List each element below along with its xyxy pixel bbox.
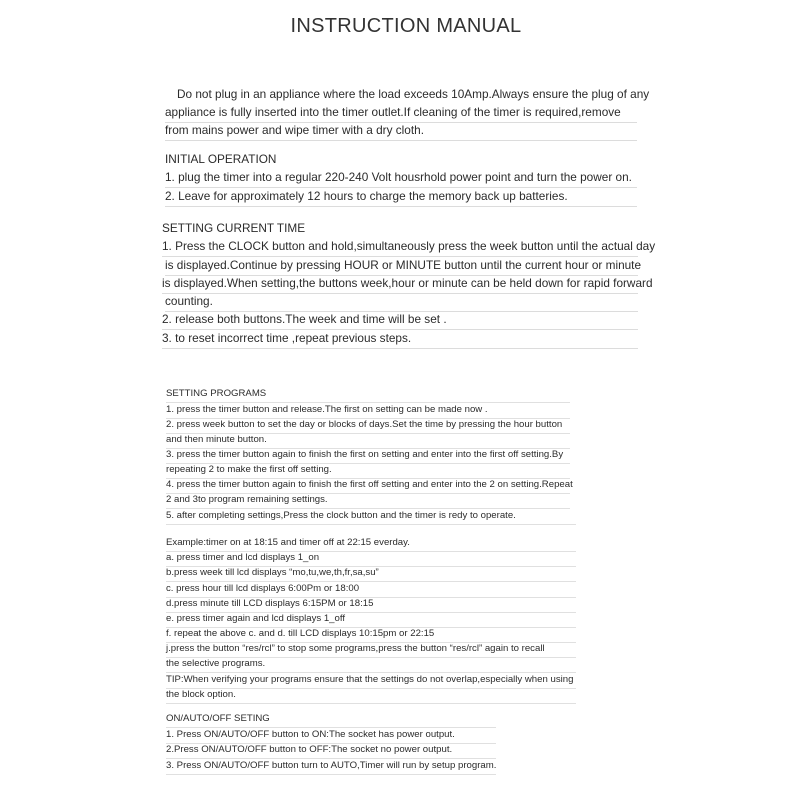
- current-line-2: is displayed.Continue by pressing HOUR or MINUTE button until the current hour or minute: [165, 258, 638, 276]
- onauto-line-3: 3. Press ON/AUTO/OFF button turn to AUTO,Timer will run by setup program.: [166, 760, 496, 775]
- example-line-7: f. repeat the above c. and d. till LCD displays 10:15pm or 22:15: [166, 628, 576, 643]
- example-line-8: j.press the button “res/rcl” to stop some programs,press the button “res/rcl” again to recall: [166, 643, 576, 658]
- programs-line-6: 4. press the timer button again to finish the first off setting and enter into the 2 on setting.Repeat: [166, 479, 570, 494]
- programs-line-7: 2 and 3to program remaining settings.: [166, 494, 570, 509]
- intro-line-1: Do not plug in an appliance where the load exceeds 10Amp.Always ensure the plug of any: [177, 87, 650, 101]
- current-line-6: 3. to reset incorrect time ,repeat previous steps.: [162, 331, 638, 349]
- onauto-line-1: 1. Press ON/AUTO/OFF button to ON:The socket has power output.: [166, 729, 496, 744]
- programs-line-5: repeating 2 to make the first off setting.: [166, 464, 570, 479]
- onauto-heading: ON/AUTO/OFF SETING: [166, 713, 496, 728]
- intro-line-3: from mains power and wipe timer with a dry cloth.: [165, 123, 637, 141]
- current-line-4: counting.: [165, 294, 638, 312]
- example-line-4: c. press hour till lcd displays 6:00Pm or 18:00: [166, 583, 576, 598]
- onauto-line-2: 2.Press ON/AUTO/OFF button to OFF:The socket no power output.: [166, 744, 496, 759]
- example-line-3: b.press week till lcd displays “mo,tu,we,th,fr,sa,su”: [166, 567, 576, 582]
- current-line-3: is displayed.When setting,the buttons week,hour or minute can be held down for rapid forward: [162, 276, 638, 294]
- initial-line-1: 1. plug the timer into a regular 220-240 Volt housrhold power point and turn the power on.: [165, 170, 637, 188]
- initial-operation-heading: INITIAL OPERATION: [165, 152, 277, 166]
- intro-line-2: appliance is fully inserted into the timer outlet.If cleaning of the timer is required,remove: [165, 105, 637, 123]
- example-line-5: d.press minute till LCD displays 6:15PM or 18:15: [166, 598, 576, 613]
- page-title: INSTRUCTION MANUAL: [290, 15, 522, 37]
- example-line-2: a. press timer and lcd displays 1_on: [166, 552, 576, 567]
- example-tip-line-1: TIP:When verifying your programs ensure that the settings do not overlap,especially when using: [166, 674, 576, 689]
- programs-line-2: 2. press week button to set the day or blocks of days.Set the time by pressing the hour button: [166, 419, 570, 434]
- programs-line-1: 1. press the timer button and release.The first on setting can be made now .: [166, 404, 570, 419]
- example-tip-line-2: the block option.: [166, 689, 576, 704]
- initial-line-2: 2. Leave for approximately 12 hours to charge the memory back up batteries.: [165, 189, 637, 207]
- current-line-5: 2. release both buttons.The week and time will be set .: [162, 312, 638, 330]
- programs-line-4: 3. press the timer button again to finish the first on setting and enter into the first off setting.By: [166, 449, 570, 464]
- example-line-6: e. press timer again and lcd displays 1_off: [166, 613, 576, 628]
- current-line-1: 1. Press the CLOCK button and hold,simultaneously press the week button until the actual day: [162, 239, 638, 257]
- programs-heading: SETTING PROGRAMS: [166, 388, 570, 403]
- programs-line-8: 5. after completing settings,Press the clock button and the timer is redy to operate.: [166, 510, 576, 525]
- programs-line-3: and then minute button.: [166, 434, 570, 449]
- example-line-1: Example:timer on at 18:15 and timer off at 22:15 everday.: [166, 537, 576, 552]
- example-line-9: the selective programs.: [166, 658, 576, 673]
- current-time-heading: SETTING CURRENT TIME: [162, 221, 306, 235]
